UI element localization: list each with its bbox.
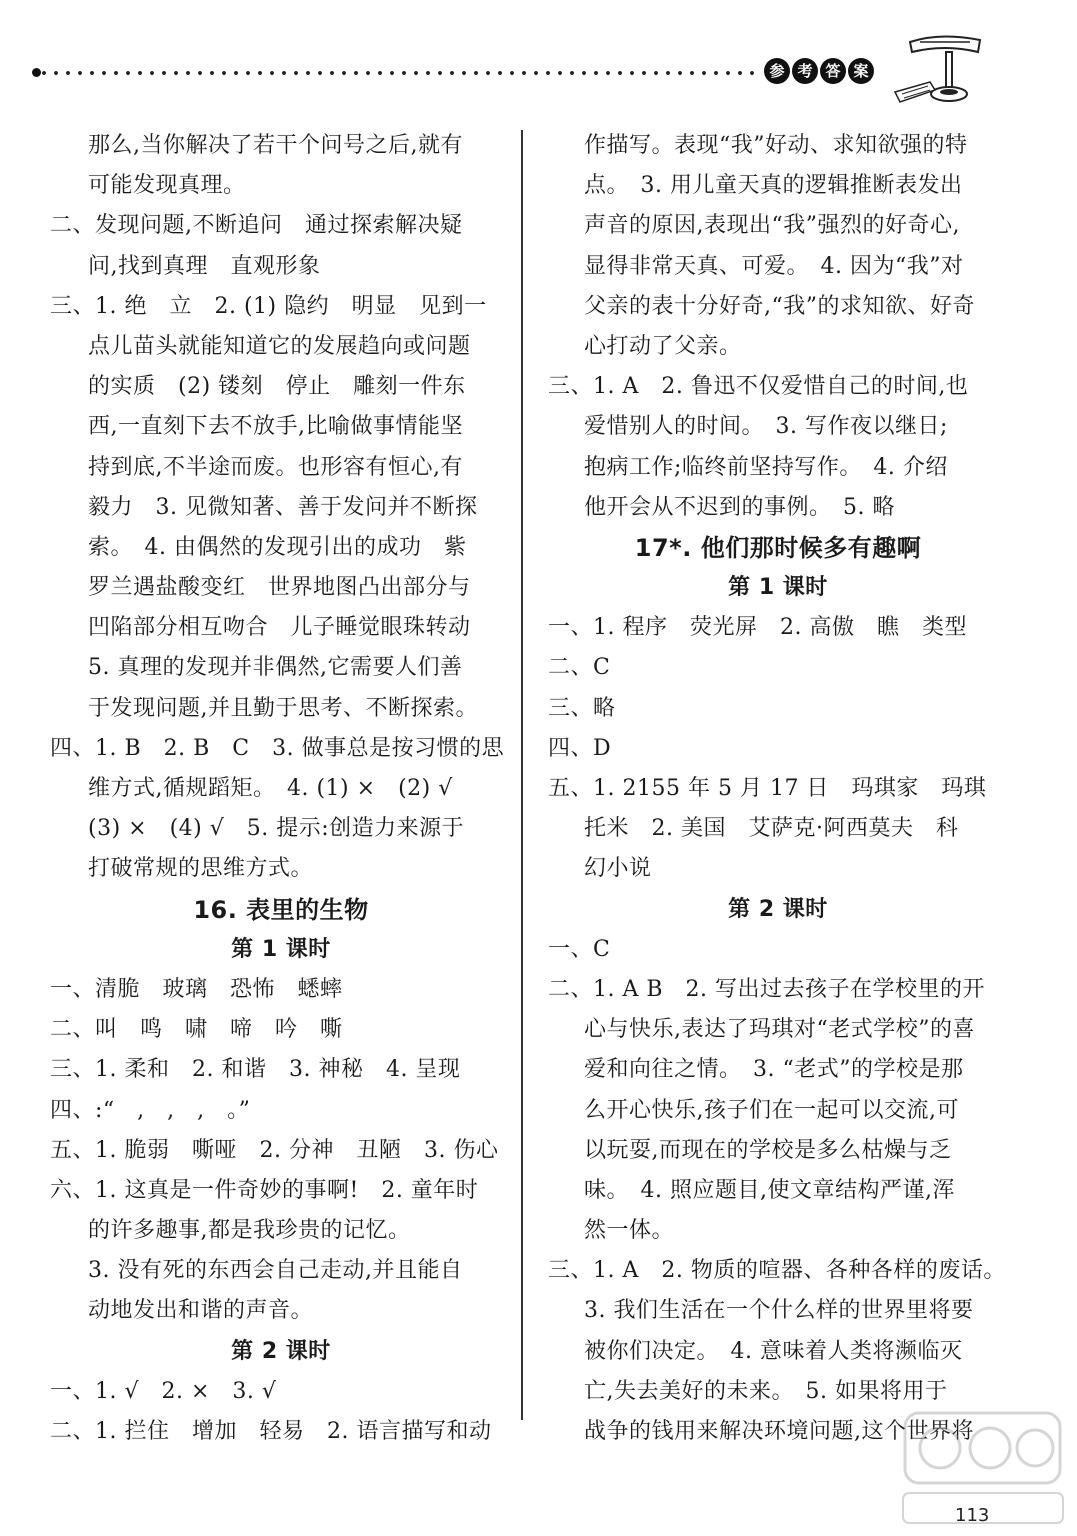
- desk-lamp-icon: [890, 30, 1000, 110]
- answer-line: 那么,当你解决了若干个问号之后,就有: [88, 133, 463, 158]
- lesson-title: 17*. 他们那时候多有趣啊: [634, 533, 922, 562]
- answer-line: 三、1. A 2. 鲁迅不仅爱惜自己的时间,也: [548, 374, 969, 400]
- answer-line: 3. 没有死的东西会自己走动,并且能自: [88, 1258, 463, 1284]
- answer-line: 罗兰遇盐酸变红 世界地图凸出部分与: [88, 575, 471, 601]
- answer-line: 被你们决定。 4. 意味着人类将濒临灭: [584, 1338, 963, 1364]
- answer-line: 父亲的表十分好奇,“我”的求知欲、好奇: [584, 293, 975, 319]
- answer-line: 以玩耍,而现在的学校是多么枯燥与乏: [584, 1137, 952, 1163]
- answer-line: 的实质 (2) 镂刻 停止 雕刻一件东: [88, 374, 466, 400]
- answer-line: 六、1. 这真是一件奇妙的事啊! 2. 童年时: [50, 1177, 479, 1203]
- answer-line: 三、1. 绝 立 2. (1) 隐约 明显 见到一: [50, 293, 487, 319]
- lesson-period-heading: 第 1 课时: [231, 936, 331, 962]
- page-number: 113: [955, 1505, 990, 1526]
- lesson-period-heading: 第 2 课时: [728, 896, 828, 922]
- page-header: [0, 0, 1077, 110]
- answer-line: 三、1. A 2. 物质的喧器、各种各样的废话。: [548, 1258, 1006, 1284]
- answer-line: 作描写。表现“我”好动、求知欲强的特: [584, 133, 968, 158]
- answer-line: 凹陷部分相互吻合 儿子睡觉眼珠转动: [88, 615, 471, 641]
- answer-line: 三、略: [548, 695, 616, 721]
- answer-line: 的许多趣事,都是我珍贵的记忆。: [88, 1218, 411, 1244]
- answer-line: 四、1. B 2. B C 3. 做事总是按习惯的思: [50, 735, 505, 761]
- answer-line: 四、D: [548, 735, 612, 761]
- answer-line: 3. 我们生活在一个什么样的世界里将要: [584, 1298, 974, 1324]
- answer-line: 二、发现问题,不断追问 通过探索解决疑: [50, 213, 463, 239]
- answer-line: 亡,失去美好的未来。 5. 如果将用于: [584, 1378, 948, 1404]
- answer-line: 毅力 3. 见微知著、善于发问并不断探: [88, 494, 478, 520]
- answer-line: 点儿苗头就能知道它的发展趋向或问题: [88, 333, 471, 359]
- answer-line: 幻小说: [584, 856, 652, 882]
- answer-line: 四、:“ , , , 。”: [50, 1097, 251, 1123]
- answer-line: 一、1. 程序 荧光屏 2. 高傲 瞧 类型: [548, 615, 967, 641]
- answer-line: 打破常规的思维方式。: [88, 856, 314, 882]
- right-column: [548, 126, 1008, 1452]
- left-column: [50, 126, 512, 1452]
- lesson-title: 16. 表里的生物: [193, 895, 369, 924]
- answer-line: 爱和向往之情。 3. “老式”的学校是那: [584, 1057, 964, 1083]
- answer-line: 托米 2. 美国 艾萨克·阿西莫夫 科: [584, 816, 959, 842]
- answer-line: 于发现问题,并且勤于思考、不断探索。: [88, 695, 478, 721]
- answer-line: 显得非常天真、可爱。 4. 因为“我”对: [584, 253, 964, 279]
- answer-line: 问,找到真理 直观形象: [88, 253, 321, 279]
- answer-line: 五、1. 脆弱 嘶哑 2. 分神 丑陋 3. 伤心: [50, 1137, 499, 1163]
- answer-line: 二、1. 拦住 增加 轻易 2. 语言描写和动: [50, 1419, 492, 1444]
- answer-line: 心打动了父亲。: [584, 333, 742, 359]
- answer-line: 五、1. 2155 年 5 月 17 日 玛琪家 玛琪: [548, 776, 987, 801]
- answer-line: 持到底,不半途而废。也形容有恒心,有: [88, 454, 463, 480]
- answer-line: 么开心快乐,孩子们在一起可以交流,可: [584, 1097, 959, 1123]
- answer-line: 5. 真理的发现并非偶然,它需要人们善: [88, 655, 463, 681]
- section-label-char: 考: [792, 58, 818, 84]
- section-label-char: 案: [848, 58, 874, 84]
- answer-line: 可能发现真理。: [88, 173, 246, 199]
- lesson-period-heading: 第 2 课时: [231, 1338, 331, 1364]
- answer-line: 然一体。: [584, 1218, 675, 1244]
- answer-line: 他开会从不迟到的事例。 5. 略: [584, 494, 895, 520]
- answer-line: (3) × (4) √ 5. 提示:创造力来源于: [88, 816, 465, 842]
- section-label-char: 参: [764, 58, 790, 84]
- answer-line: 维方式,循规蹈矩。 4. (1) × (2) √: [88, 776, 453, 801]
- section-label-char: 答: [820, 58, 846, 84]
- answer-line: 点。 3. 用儿童天真的逻辑推断表发出: [584, 173, 963, 199]
- answer-line: 声音的原因,表现出“我”强烈的好奇心,: [584, 213, 960, 239]
- answer-line: 一、清脆 玻璃 恐怖 蟋蟀: [50, 976, 343, 1002]
- answer-line: 二、叫 鸣 啸 啼 吟 嘶: [50, 1017, 343, 1043]
- answer-line: 动地发出和谐的声音。: [88, 1298, 314, 1324]
- answer-line: 一、1. √ 2. × 3. √: [50, 1378, 277, 1404]
- answer-line: 西,一直刻下去不放手,比喻做事情能坚: [88, 414, 463, 440]
- answer-line: 二、C: [548, 655, 611, 681]
- answer-line: 心与快乐,表达了玛琪对“老式学校”的喜: [584, 1017, 975, 1043]
- answer-line: 二、1. A B 2. 写出过去孩子在学校里的开: [548, 976, 986, 1002]
- dotted-rule: [38, 70, 758, 76]
- column-divider: [521, 130, 523, 1420]
- answer-line: 索。 4. 由偶然的发现引出的成功 紫: [88, 534, 467, 560]
- answer-line: 一、C: [548, 936, 611, 962]
- section-label: [764, 58, 874, 84]
- answer-line: 爱惜别人的时间。 3. 写作夜以继日;: [584, 414, 948, 440]
- answer-line: 战争的钱用来解决环境问题,这个世界将: [584, 1419, 974, 1444]
- answer-line: 抱病工作;临终前坚持写作。 4. 介绍: [584, 454, 948, 480]
- lesson-period-heading: 第 1 课时: [728, 575, 828, 601]
- answer-line: 味。 4. 照应题目,使文章结构严谨,浑: [584, 1177, 955, 1203]
- answer-line: 三、1. 柔和 2. 和谐 3. 神秘 4. 呈现: [50, 1057, 461, 1083]
